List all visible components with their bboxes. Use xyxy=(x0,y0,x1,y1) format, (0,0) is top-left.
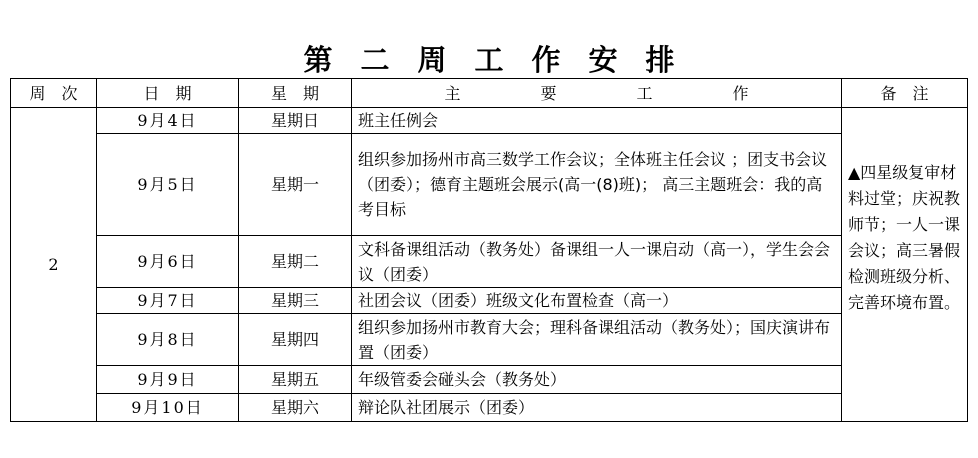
work-cell: 年级管委会碰头会（教务处） xyxy=(352,366,842,394)
table-row xyxy=(11,236,968,288)
header-weekday: 星期 xyxy=(239,79,352,108)
weekday-cell: 星期一 xyxy=(239,134,352,236)
table-row xyxy=(11,394,968,422)
weekday-cell: 星期三 xyxy=(239,288,352,314)
weekday-cell: 星期二 xyxy=(239,236,352,288)
date-cell: 9月4日 xyxy=(97,108,239,134)
table-row xyxy=(11,366,968,394)
date-cell: 9月6日 xyxy=(97,236,239,288)
work-cell: 辩论队社团展示（团委） xyxy=(352,394,842,422)
weekday-cell: 星期五 xyxy=(239,366,352,394)
header-work: 主要工作 xyxy=(352,79,842,108)
work-cell: 班主任例会 xyxy=(352,108,842,134)
work-cell: 文科备课组活动（教务处）备课组一人一课启动（高一），学生会会议（团委） xyxy=(352,236,842,288)
date-cell: 9月10日 xyxy=(97,394,239,422)
schedule-table xyxy=(10,78,968,422)
work-cell: 社团会议（团委）班级文化布置检查（高一） xyxy=(352,288,842,314)
work-cell: 组织参加扬州市教育大会；理科备课组活动（教务处）；国庆演讲布置（团委） xyxy=(352,314,842,366)
notes-cell: ▲四星级复审材料过堂；庆祝教师节；一人一课会议；高三暑假检测班级分析、完善环境布置。 xyxy=(842,108,968,422)
header-notes: 备注 xyxy=(842,79,968,108)
weekday-cell: 星期六 xyxy=(239,394,352,422)
date-cell: 9月7日 xyxy=(97,288,239,314)
weekday-cell: 星期日 xyxy=(239,108,352,134)
table-row xyxy=(11,314,968,366)
date-cell: 9月5日 xyxy=(97,134,239,236)
table-row xyxy=(11,288,968,314)
weekday-cell: 星期四 xyxy=(239,314,352,366)
table-row xyxy=(11,134,968,236)
table-row xyxy=(11,108,968,134)
page-title: 第二周工作安排 xyxy=(303,43,703,77)
table-header-row xyxy=(11,79,968,108)
date-cell: 9月8日 xyxy=(97,314,239,366)
week-number-cell: 2 xyxy=(11,108,97,422)
work-cell: 组织参加扬州市高三数学工作会议；全体班主任会议 ；团支书会议（团委）；德育主题班会展示(高一(8)班)； 高三主题班会：我的高考目标 xyxy=(352,134,842,236)
date-cell: 9月9日 xyxy=(97,366,239,394)
header-date: 日期 xyxy=(97,79,239,108)
header-week-no: 周次 xyxy=(11,79,97,108)
